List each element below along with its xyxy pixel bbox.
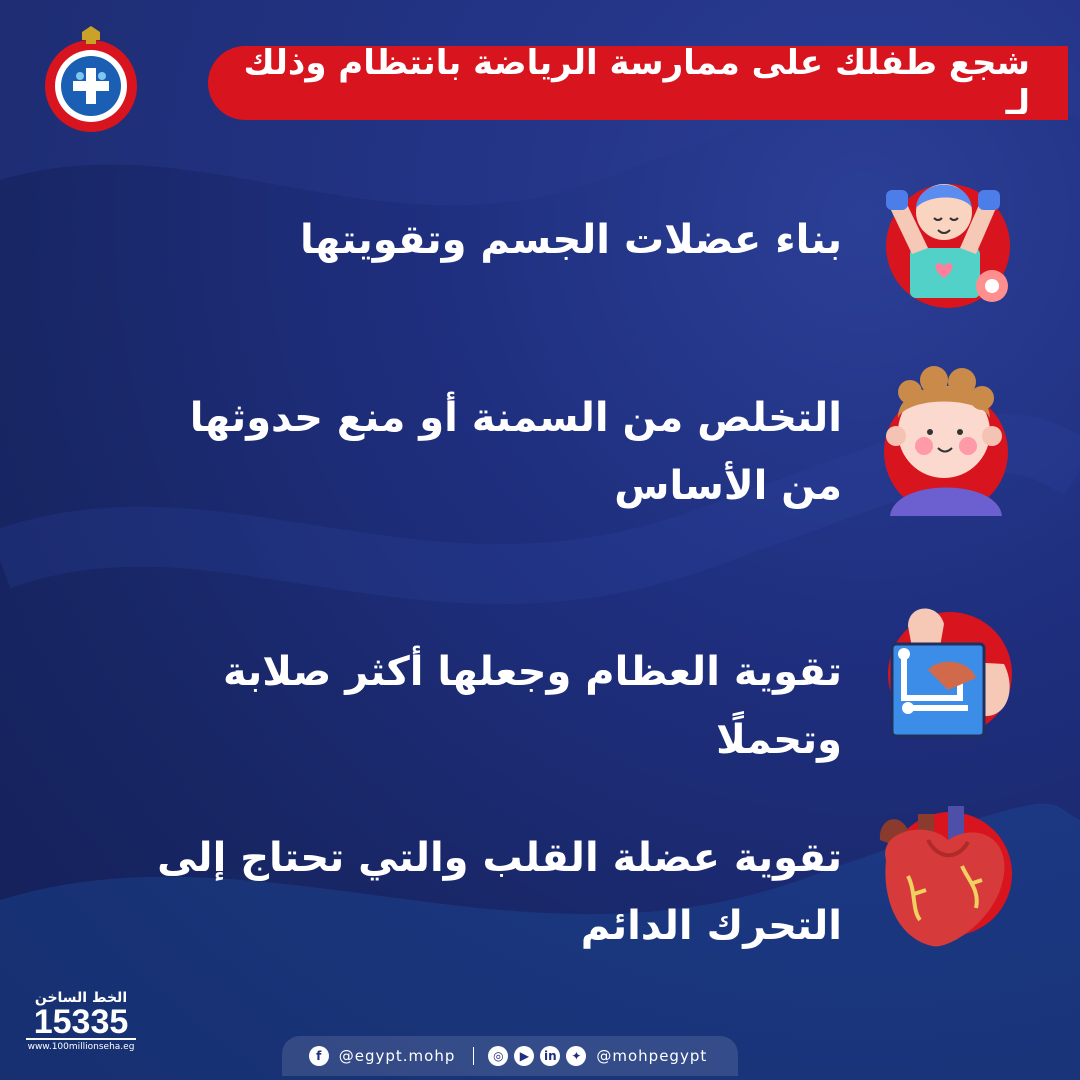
social-handle[interactable]: @mohpegypt bbox=[596, 1047, 708, 1065]
hotline-number: 15335 bbox=[26, 1006, 136, 1040]
facebook-icon[interactable]: f bbox=[309, 1046, 329, 1066]
heart-icon bbox=[868, 800, 1018, 950]
list-item-text: تقوية عضلة القلب والتي تحتاج إلى التحرك الدائم bbox=[157, 835, 842, 949]
list-item bbox=[0, 360, 1080, 530]
youtube-icon[interactable]: ▶ bbox=[514, 1046, 534, 1066]
social-bar bbox=[282, 1036, 738, 1076]
facebook-handle[interactable]: @egypt.mohp bbox=[338, 1047, 456, 1065]
divider bbox=[473, 1047, 474, 1065]
list-item bbox=[0, 168, 1080, 318]
strong-child-icon bbox=[868, 168, 1018, 318]
hotline-block bbox=[26, 990, 136, 1052]
list-item-text: بناء عضلات الجسم وتقويتها bbox=[299, 217, 842, 263]
list-item-text: التخلص من السمنة أو منع حدوثها من الأساس bbox=[189, 395, 842, 509]
linkedin-icon[interactable]: in bbox=[540, 1046, 560, 1066]
chubby-child-icon bbox=[868, 366, 1018, 516]
ministry-logo bbox=[42, 24, 140, 134]
page-title: شجع طفلك على ممارسة الرياضة بانتظام وذلك لـ bbox=[243, 43, 1030, 123]
arm-bone-icon bbox=[868, 598, 1018, 748]
twitter-icon[interactable]: ✦ bbox=[566, 1046, 586, 1066]
list-item bbox=[0, 598, 1080, 763]
list-item bbox=[0, 800, 1080, 970]
header-banner bbox=[208, 43, 1068, 123]
hotline-url: www.100millionseha.eg bbox=[27, 1042, 135, 1052]
list-item-text: تقوية العظام وجعلها أكثر صلابة وتحملًا bbox=[223, 649, 842, 763]
hotline-label: الخط الساخن bbox=[34, 990, 128, 1006]
instagram-icon[interactable]: ◎ bbox=[488, 1046, 508, 1066]
